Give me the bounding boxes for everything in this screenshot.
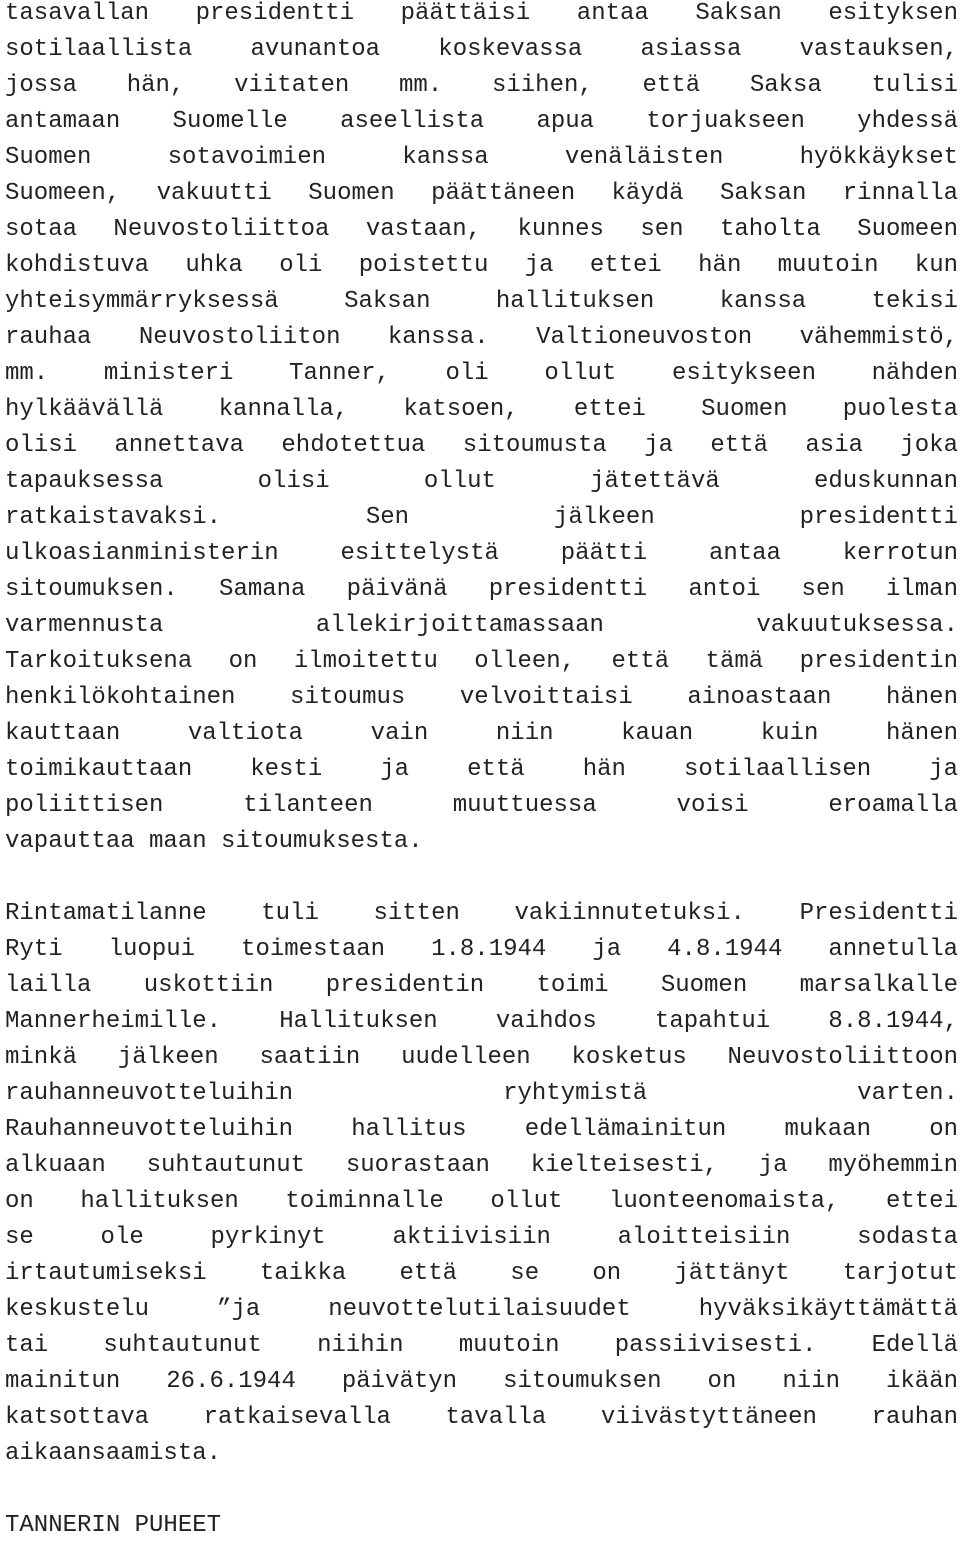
section-heading: TANNERIN PUHEET [5, 1512, 222, 1539]
text-line: kauttaan valtiota vain niin kauan kuin hänen [5, 720, 958, 747]
paragraph-2 [5, 896, 958, 1472]
text-line: minkä jälkeen saatiin uudelleen kosketus Neuvostoliittoon [5, 1044, 958, 1071]
text-line: tasavallan presidentti päättäisi antaa Saksan esityksen [5, 0, 958, 27]
text-line: toimikauttaan kesti ja että hän sotilaallisen ja [5, 756, 958, 783]
text-line: antamaan Suomelle aseellista apua torjuakseen yhdessä [5, 108, 958, 135]
text-line: mainitun 26.6.1944 päivätyn sitoumuksen on niin ikään [5, 1368, 958, 1395]
text-line: Suomen sotavoimien kanssa venäläisten hyökkäykset [5, 144, 958, 171]
text-line: jossa hän, viitaten mm. siihen, että Saksa tulisi [5, 72, 958, 99]
text-line: ulkoasianministerin esittelystä päätti antaa kerrotun [5, 540, 958, 567]
text-line: poliittisen tilanteen muuttuessa voisi eroamalla [5, 792, 958, 819]
text-line: lailla uskottiin presidentin toimi Suomen marsalkalle [5, 972, 958, 999]
text-line: sotilaallista avunantoa koskevassa asiassa vastauksen, [5, 36, 958, 63]
text-line: mm. ministeri Tanner, oli ollut esitykseen nähden [5, 360, 958, 387]
text-line: sitoumuksen. Samana päivänä presidentti antoi sen ilman [5, 576, 958, 603]
text-line: tapauksessa olisi ollut jätettävä eduskunnan [5, 468, 958, 495]
text-line: sotaa Neuvostoliittoa vastaan, kunnes sen taholta Suomeen [5, 216, 958, 243]
text-line: Ryti luopui toimestaan 1.8.1944 ja 4.8.1944 annetulla [5, 936, 958, 963]
text-line: on hallituksen toiminnalle ollut luonteenomaista, ettei [5, 1188, 958, 1215]
text-line: vapauttaa maan sitoumuksesta. [5, 828, 423, 855]
text-line: se ole pyrkinyt aktiivisiin aloitteisiin sodasta [5, 1224, 958, 1251]
paragraph-1 [5, 0, 958, 860]
text-line: tai suhtautunut niihin muutoin passiivisesti. Edellä [5, 1332, 958, 1359]
text-line: Mannerheimille. Hallituksen vaihdos tapahtui 8.8.1944, [5, 1008, 958, 1035]
paragraph-gap [5, 860, 958, 896]
text-line: irtautumiseksi taikka että se on jättänyt tarjotut [5, 1260, 958, 1287]
paragraph-gap [5, 1472, 958, 1508]
text-line: Rintamatilanne tuli sitten vakiinnutetuksi. Presidentti [5, 900, 958, 927]
text-line: rauhanneuvotteluihin ryhtymistä varten. [5, 1080, 958, 1107]
text-line: ratkaistavaksi. Sen jälkeen presidentti [5, 504, 958, 531]
text-line: katsottava ratkaisevalla tavalla viivästyttäneen rauhan [5, 1404, 958, 1431]
text-line: olisi annettava ehdotettua sitoumusta ja että asia joka [5, 432, 958, 459]
text-line: rauhaa Neuvostoliiton kanssa. Valtioneuvoston vähemmistö, [5, 324, 958, 351]
text-line: alkuaan suhtautunut suorastaan kielteisesti, ja myöhemmin [5, 1152, 958, 1179]
document-page [5, 0, 958, 1544]
text-line: Tarkoituksena on ilmoitettu olleen, että tämä presidentin [5, 648, 958, 675]
text-line: keskustelu ”ja neuvottelutilaisuudet hyväksikäyttämättä [5, 1296, 958, 1323]
text-line: yhteisymmärryksessä Saksan hallituksen kanssa tekisi [5, 288, 958, 315]
text-line: Suomeen, vakuutti Suomen päättäneen käydä Saksan rinnalla [5, 180, 958, 207]
text-line: hylkäävällä kannalla, katsoen, ettei Suomen puolesta [5, 396, 958, 423]
text-line: henkilökohtainen sitoumus velvoittaisi ainoastaan hänen [5, 684, 958, 711]
text-line: varmennusta allekirjoittamassaan vakuutuksessa. [5, 612, 958, 639]
text-line: kohdistuva uhka oli poistettu ja ettei hän muutoin kun [5, 252, 958, 279]
text-line: Rauhanneuvotteluihin hallitus edellämainitun mukaan on [5, 1116, 958, 1143]
text-line: aikaansaamista. [5, 1440, 222, 1467]
